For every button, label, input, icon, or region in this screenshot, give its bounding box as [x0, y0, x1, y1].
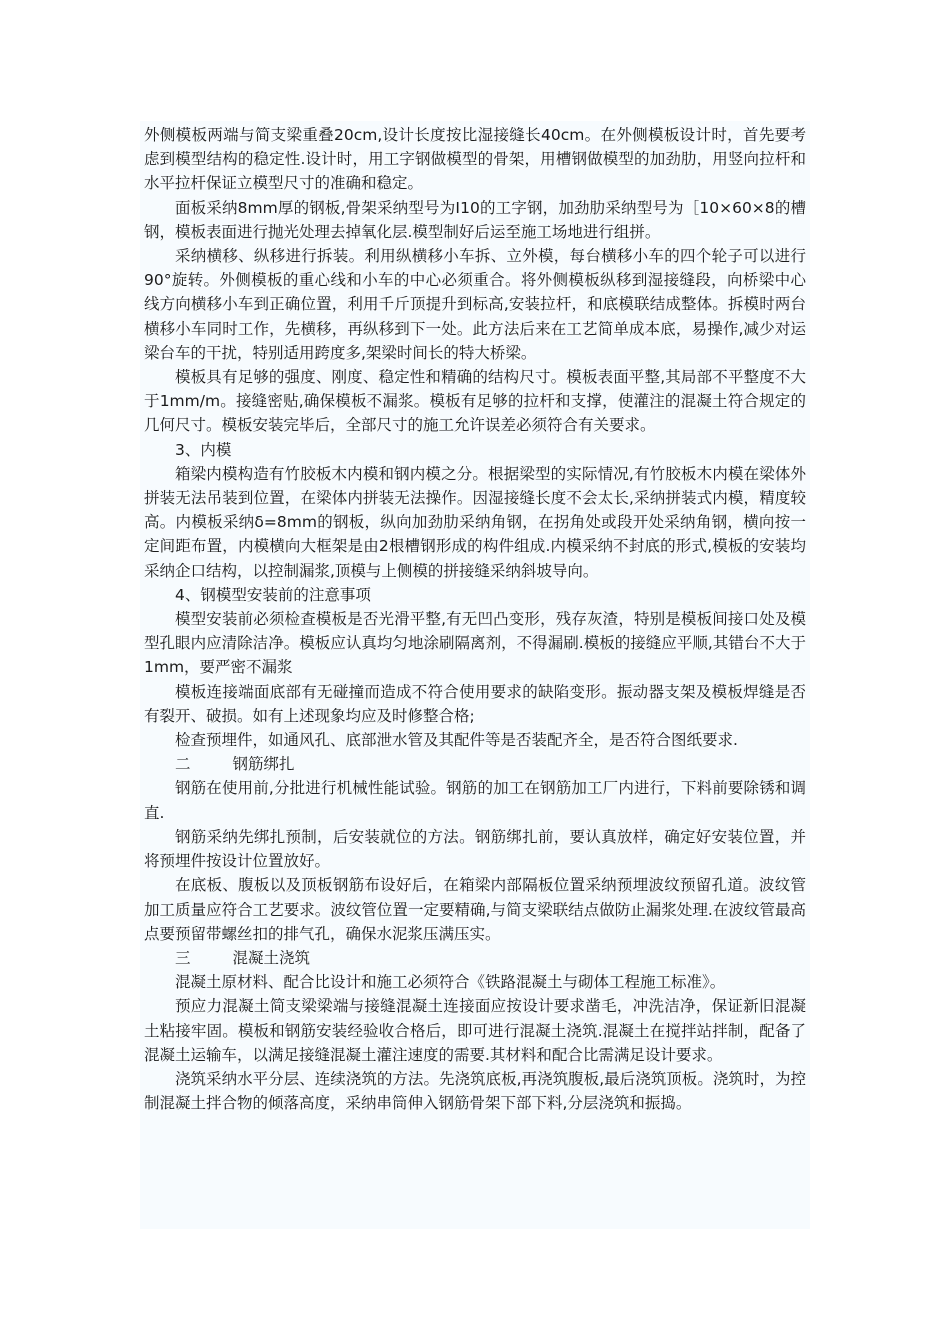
- section-number: 三: [175, 948, 191, 967]
- paragraph: 检查预埋件，如通风孔、底部泄水管及其配件等是否装配齐全，是否符合图纸要求.: [175, 731, 738, 750]
- paragraph: 外侧模板两端与简支梁重叠20cm,设计长度按比湿接缝长40cm。在外侧模板设计时，首先要考虑到模型结构的稳定性.设计时，用工字钢做模型的骨架，用槽钢做模型的加劲肋，用竖向拉杆和水平拉杆保证立模型尺寸的准确和稳定。: [144, 126, 806, 193]
- paragraph: 在底板、腹板以及顶板钢筋布设好后，在箱梁内部隔板位置采纳预埋波纹预留孔道。波纹管加工质量应符合工艺要求。波纹管位置一定要精确,与简支梁联结点做防止漏浆处理.在波纹管最高点要预留带螺丝扣的排气孔，确保水泥浆压满压实。: [144, 876, 806, 943]
- paragraph: 钢筋在使用前,分批进行机械性能试验。钢筋的加工在钢筋加工厂内进行，下料前要除锈和调直.: [144, 779, 806, 822]
- section-number: 二: [175, 755, 191, 774]
- paragraph: 箱梁内模构造有竹胶板木内模和钢内模之分。根据梁型的实际情况,有竹胶板木内模在梁体外拼装无法吊装到位置，在梁体内拼装无法操作。因湿接缝长度不会太长,采纳拼装式内模，精度较高。内模板采纳δ=8mm的钢板，纵向加劲肋采纳角钢，在拐角处或段开处采纳角钢，横向按一定间距布置，内模横向大框架是由2根槽钢形成的构件组成.内模采纳不封底的形式,模板的安装均采纳企口结构，以控制漏浆,顶模与上侧模的拼接缝采纳斜坡导向。: [144, 464, 806, 580]
- paragraph: 钢筋采纳先绑扎预制，后安装就位的方法。钢筋绑扎前，要认真放样，确定好安装位置，并将预埋件按设计位置放好。: [144, 827, 806, 871]
- document-content: [144, 123, 806, 1115]
- paragraph: 预应力混凝土简支梁梁端与接缝混凝土连接面应按设计要求凿毛，冲洗洁净，保证新旧混凝土粘接牢固。模板和钢筋安装经验收合格后，即可进行混凝土浇筑.混凝土在搅拌站拌制，配备了混凝土运输车，以满足接缝混凝土灌注速度的需要.其材料和配合比需满足设计要求。: [144, 997, 806, 1064]
- section-heading: 4、钢模型安装前的注意事项: [175, 585, 371, 604]
- paragraph: 模型安装前必须检查模板是否光滑平整,有无凹凸变形，残存灰渣，特别是模板间接口处及模型孔眼内应清除洁净。模板应认真均匀地涂刷隔离剂，不得漏刷.模板的接缝应平顺,其错台不大于1mm，要严密不漏浆: [144, 610, 806, 677]
- paragraph: 模板连接端面底部有无碰撞而造成不符合使用要求的缺陷变形。振动器支架及模板焊缝是否有裂开、破损。如有上述现象均应及时修整合格;: [144, 682, 806, 725]
- paragraph: 浇筑采纳水平分层、连续浇筑的方法。先浇筑底板,再浇筑腹板,最后浇筑顶板。浇筑时，为控制混凝土拌合物的倾落高度，采纳串筒伸入钢筋骨架下部下料,分层浇筑和振捣。: [144, 1069, 806, 1113]
- paragraph: 混凝土原材料、配合比设计和施工必须符合《铁路混凝土与砌体工程施工标准》。: [175, 973, 726, 992]
- paragraph: 面板采纳8mm厚的钢板,骨架采纳型号为Ⅰ10的工字钢，加劲肋采纳型号为［10×60×8的槽钢，模板表面进行抛光处理去掉氧化层.模型制好后运至施工场地进行组拼。: [144, 198, 806, 241]
- section-heading: 3、内模: [175, 440, 232, 459]
- section-title: 钢筋绑扎: [232, 755, 295, 774]
- section-title: 混凝土浇筑: [232, 948, 311, 967]
- section-heading: [144, 752, 806, 776]
- paragraph: 模板具有足够的强度、刚度、稳定性和精确的结构尺寸。模板表面平整,其局部不平整度不大于1mm/m。接缝密贴,确保模板不漏浆。模板有足够的拉杆和支撑，使灌注的混凝土符合规定的几何尺寸。模板安装完毕后，全部尺寸的施工允许误差必须符合有关要求。: [144, 368, 806, 435]
- paragraph: 采纳横移、纵移进行拆装。利用纵横移小车拆、立外模，每台横移小车的四个轮子可以进行90°旋转。外侧模板的重心线和小车的中心必须重合。将外侧模板纵移到湿接缝段，向桥梁中心线方向横移小车到正确位置，利用千斤顶提升到标高,安装拉杆，和底模联结成整体。拆模时两台横移小车同时工作，先横移，再纵移到下一处。此方法后来在工艺简单成本底，易操作,减少对运梁台车的干扰，特别适用跨度多,架梁时间长的特大桥梁。: [144, 247, 806, 362]
- section-heading: [144, 946, 806, 970]
